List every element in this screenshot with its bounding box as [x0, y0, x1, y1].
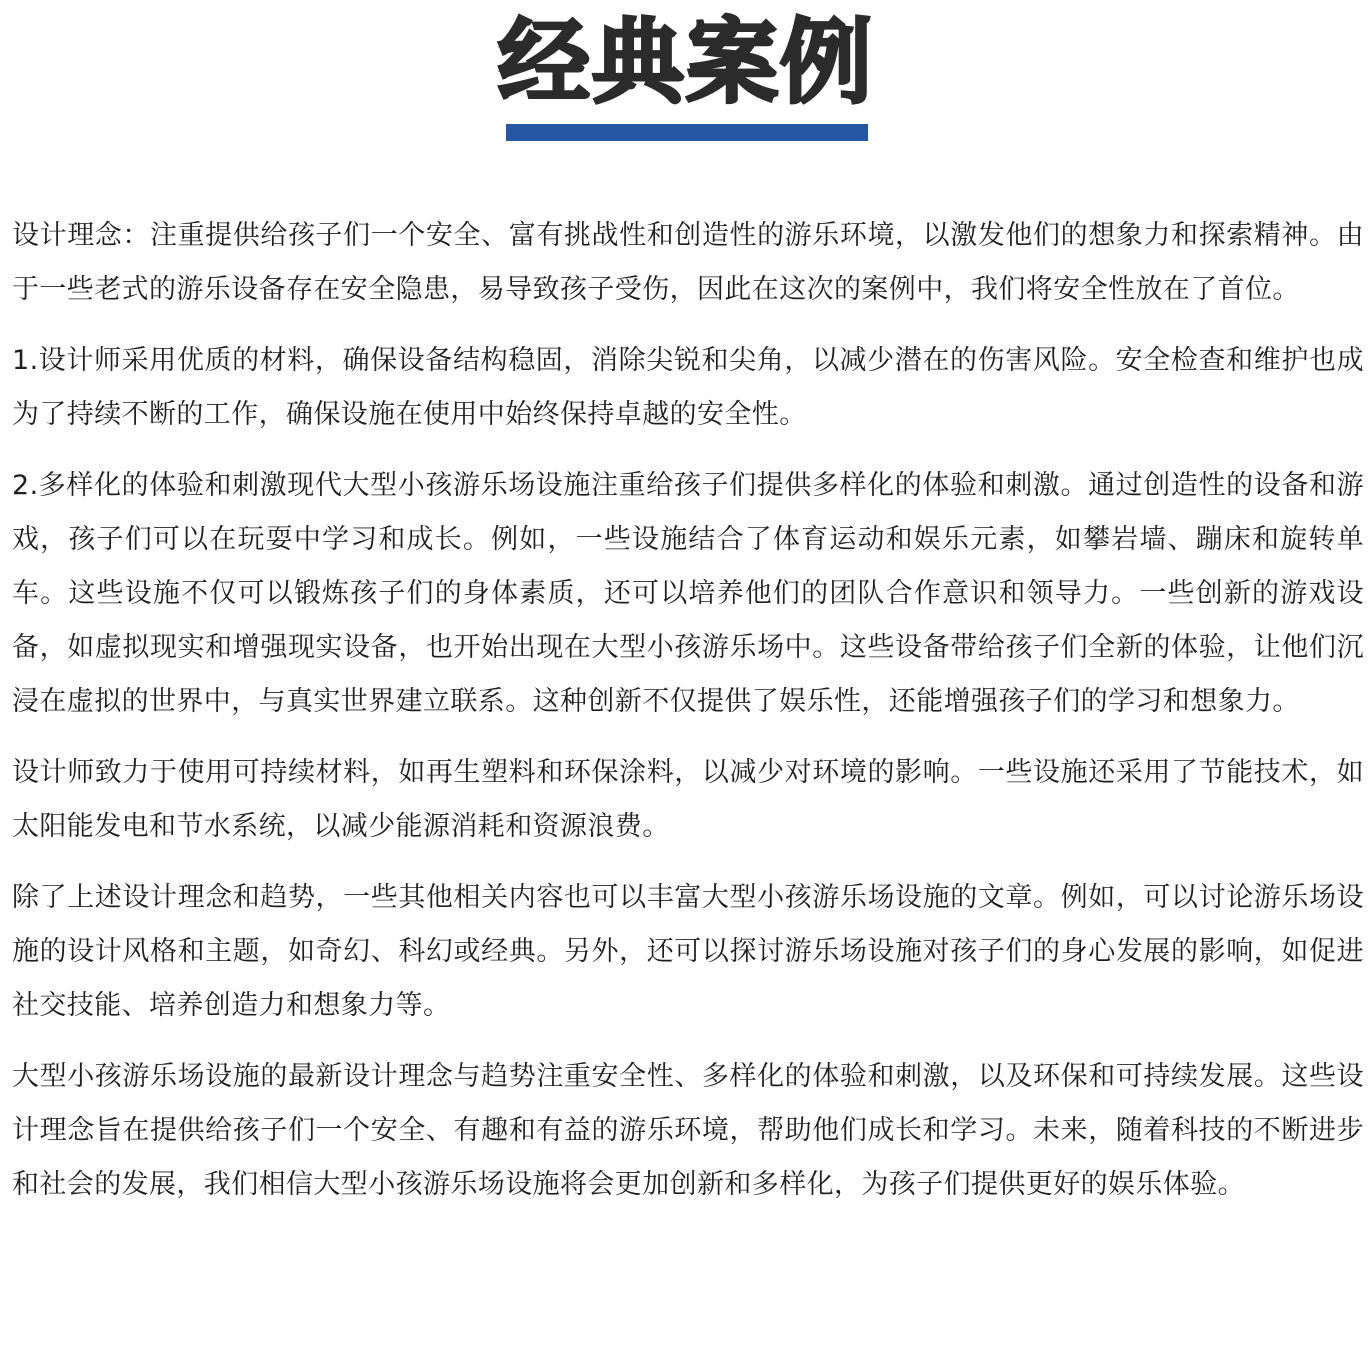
paragraph-design-concept: 设计理念：注重提供给孩子们一个安全、富有挑战性和创造性的游乐环境，以激发他们的想象力和探索精神。由于一些老式的游乐设备存在安全隐患，易导致孩子受伤，因此在这次的案例中，我们将安全性放在了首位。: [12, 220, 1364, 305]
paragraph-sustainability: 设计师致力于使用可持续材料，如再生塑料和环保涂料，以减少对环境的影响。一些设施还采用了节能技术，如太阳能发电和节水系统，以减少能源消耗和资源浪费。: [12, 757, 1364, 842]
paragraph-diverse-experience: 2.多样化的体验和刺激现代大型小孩游乐场设施注重给孩子们提供多样化的体验和刺激。通过创造性的设备和游戏，孩子们可以在玩耍中学习和成长。例如，一些设施结合了体育运动和娱乐元素，如攀岩墙、蹦床和旋转单车。这些设施不仅可以锻炼孩子们的身体素质，还可以培养他们的团队合作意识和领导力。一些创新的游戏设备，如虚拟现实和增强现实设备，也开始出现在大型小孩游乐场中。这些设备带给孩子们全新的体验，让他们沉浸在虚拟的世界中，与真实世界建立联系。这种创新不仅提供了娱乐性，还能增强孩子们的学习和想象力。: [12, 470, 1364, 717]
paragraph-safety-materials: 1.设计师采用优质的材料，确保设备结构稳固，消除尖锐和尖角，以减少潜在的伤害风险。安全检查和维护也成为了持续不断的工作，确保设施在使用中始终保持卓越的安全性。: [12, 345, 1364, 430]
article-body: [12, 209, 1364, 1229]
section-title: 经典案例: [497, 9, 874, 116]
section-header: [0, 0, 1372, 160]
title-underline-bar: [506, 124, 868, 141]
paragraph-conclusion: 大型小孩游乐场设施的最新设计理念与趋势注重安全性、多样化的体验和刺激，以及环保和可持续发展。这些设计理念旨在提供给孩子们一个安全、有趣和有益的游乐环境，帮助他们成长和学习。未来，随着科技的不断进步和社会的发展，我们相信大型小孩游乐场设施将会更加创新和多样化，为孩子们提供更好的娱乐体验。: [12, 1061, 1364, 1200]
paragraph-related-content: 除了上述设计理念和趋势，一些其他相关内容也可以丰富大型小孩游乐场设施的文章。例如，可以讨论游乐场设施的设计风格和主题，如奇幻、科幻或经典。另外，还可以探讨游乐场设施对孩子们的身心发展的影响，如促进社交技能、培养创造力和想象力等。: [12, 882, 1364, 1021]
